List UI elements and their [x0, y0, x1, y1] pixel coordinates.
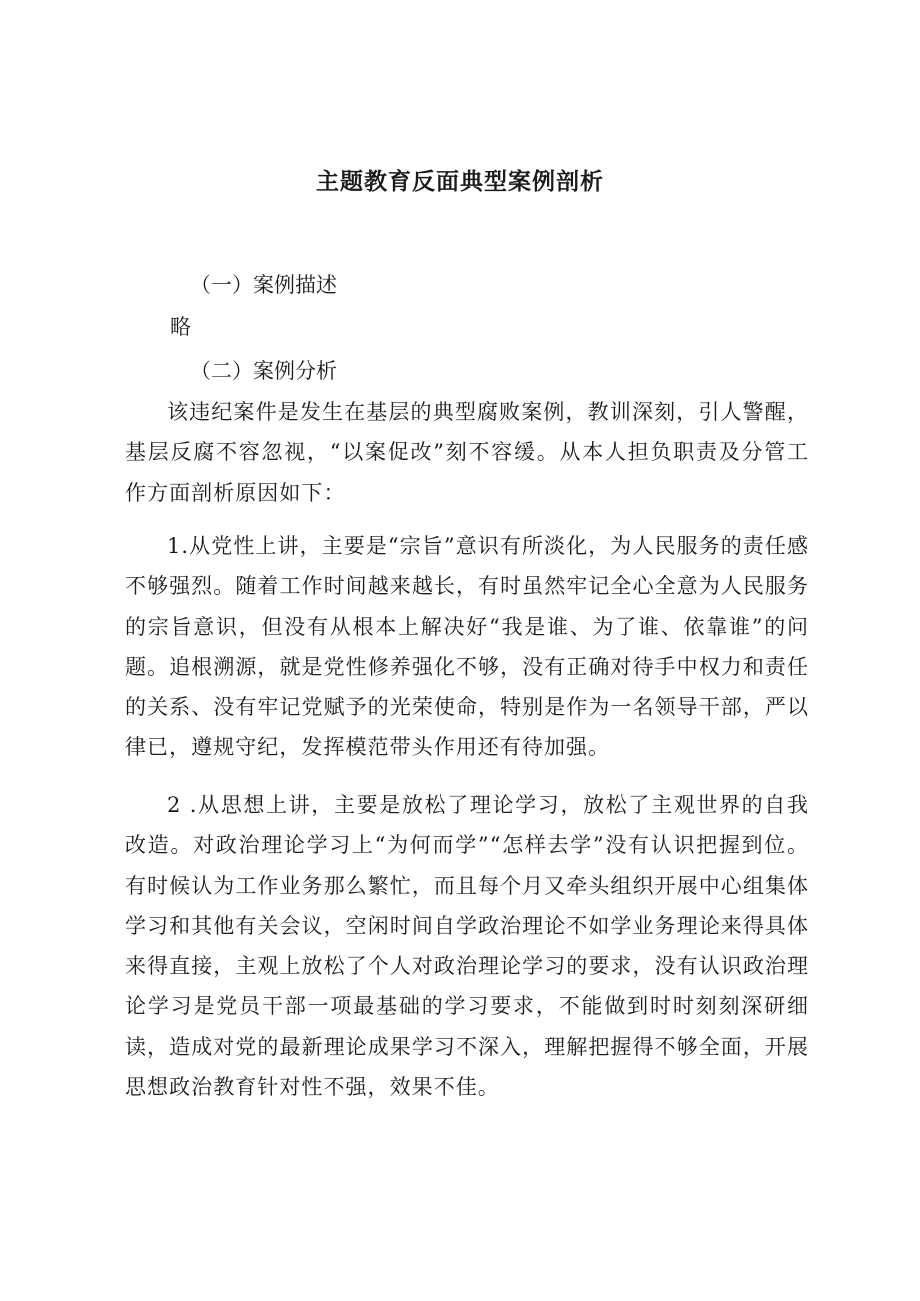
section-heading-case-analysis: （二）案例分析 — [190, 359, 337, 383]
section-heading-case-description: （一）案例描述 — [190, 273, 337, 297]
paragraph-party-spirit: 1.从党性上讲，主要是“宗旨”意识有所淡化，为人民服务的责任感不够强烈。随着工作时间越来越长，有时虽然牢记全心全意为人民服务的宗旨意识，但没有从根本上解决好“我是谁、为了谁、依靠谁”的问题。追根溯源，就是党性修养强化不够，没有正确对待手中权力和责任的关系、没有牢记党赋予的光荣使命，特别是作为一名领导干部，严以律已，遵规守纪，发挥模范带头作用还有待加强。 — [125, 534, 809, 760]
section-body-omitted: 略 — [170, 315, 191, 339]
paragraph-ideology: 2 .从思想上讲，主要是放松了理论学习，放松了主观世界的自我改造。对政治理论学习上“为何而学”“怎样去学”没有认识把握到位。有时候认为工作业务那么繁忙，而且每个月又牵头组织开展中心组集体学习和其他有关会议，空闲时间自学政治理论不如学业务理论来得具体来得直接，主观上放松了个人对政治理论学习的要求，没有认识政治理论学习是党员干部一项最基础的学习要求，不能做到时时刻刻深研细读，造成对党的最新理论成果学习不深入，理解把握得不够全面，开展思想政治教育针对性不强，效果不佳。 — [125, 793, 809, 1100]
paragraph-intro: 该违纪案件是发生在基层的典型腐败案例，教训深刻，引人警醒，基层反腐不容忽视，“以案促改”刻不容缓。从本人担负职责及分管工作方面剖析原因如下： — [125, 400, 809, 505]
document-title: 主题教育反面典型案例剖析 — [316, 169, 604, 195]
